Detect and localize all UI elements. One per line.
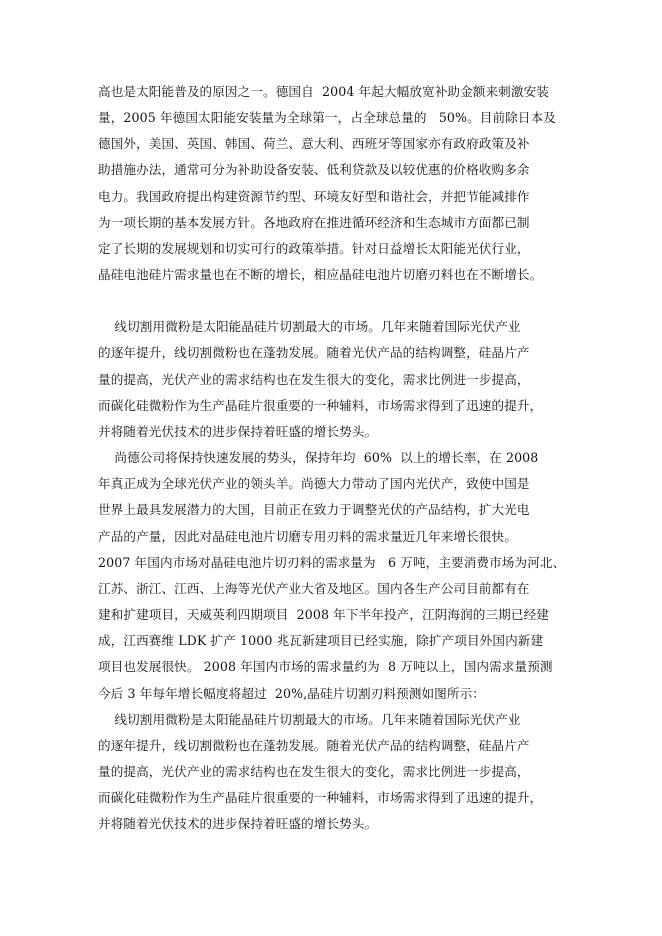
text-line: 助措施办法，通常可分为补助设备安装、低利贷款及以较优惠的价格收购多余 (98, 162, 530, 177)
text-line: 量的提高，光伏产业的需求结构也在发生很大的变化，需求比例进一步提高， (98, 764, 530, 779)
text-line: 电力。我国政府提出构建资源节约型、环境友好型和谐社会，并把节能减排作 (98, 189, 530, 204)
text-line: 线切割用微粉是太阳能晶硅片切割最大的市场。几年来随着国际光伏产业 (98, 712, 521, 727)
text-line: 并将随着光伏技术的进步保持着旺盛的增长势头。 (98, 816, 378, 831)
text-line: 并将随着光伏技术的进步保持着旺盛的增长势头。 (98, 424, 378, 439)
text-line: 项目也发展很快。 2008 年国内市场的需求量约为 8 万吨以上，国内需求量预测 (98, 659, 553, 674)
text-line: 高也是太阳能普及的原因之一。德国自 2004 年起大幅放宽补助金额来刺激安装 (98, 84, 549, 99)
text-line: 的逐年提升，线切割微粉也在蓬勃发展。随着光伏产品的结构调整，硅晶片产 (98, 345, 530, 360)
text-line: 成，江西赛维 LDK 扩产 1000 兆瓦新建项目已经实施，除扩产项目外国内新建 (98, 633, 544, 648)
text-line: 而碳化硅微粉作为生产晶硅片很重要的一种辅料，市场需求得到了迅速的提升， (98, 790, 543, 805)
text-line: 建和扩建项目，天威英利四期项目 2008 年下半年投产，江阴海润的三期已经建 (98, 607, 549, 622)
text-line: 为一项长期的基本发展方针。各地政府在推进循环经济和生态城市方面都已制 (98, 215, 530, 230)
text-line: 2007 年国内市场对晶硅电池片切刃料的需求量为 6 万吨，主要消费市场为河北、 (98, 555, 566, 570)
text-line: 世界上最具发展潜力的大国，目前正在致力于调整光伏的产品结构，扩大光电 (98, 502, 530, 517)
text-line: 定了长期的发展规划和切实可行的政策举措。针对日益增长太阳能光伏行业， (98, 241, 530, 256)
text-line: 江苏、浙江、江西、上海等光伏产业大省及地区。国内各生产公司目前都有在 (98, 581, 530, 596)
text-line: 量，2005 年德国太阳能安装量为全球第一，占全球总量的 50%。目前除日本及 (98, 110, 556, 125)
text-line: 德国外，美国、英国、韩国、荷兰、意大利、西班牙等国家亦有政府政策及补 (98, 136, 530, 151)
text-line: 晶硅电池硅片需求量也在不断的增长，相应晶硅电池片切磨刃料也在不断增长。 (98, 267, 543, 282)
text-line: 尚德公司将保持快速发展的势头，保持年均 60% 以上的增长率，在 2008 (98, 450, 539, 465)
text-line: 量的提高，光伏产业的需求结构也在发生很大的变化，需求比例进一步提高， (98, 372, 530, 387)
text-line: 的逐年提升，线切割微粉也在蓬勃发展。随着光伏产品的结构调整，硅晶片产 (98, 738, 530, 753)
text-line: 线切割用微粉是太阳能晶硅片切割最大的市场。几年来随着国际光伏产业 (98, 319, 521, 334)
text-line: 年真正成为全球光伏产业的领头羊。尚德大力带动了国内光伏产，致使中国是 (98, 476, 530, 491)
text-line: 而碳化硅微粉作为生产晶硅片很重要的一种辅料，市场需求得到了迅速的提升， (98, 398, 543, 413)
text-line: 今后 3 年每年增长幅度将超过 20%,晶硅片切割刃料预测如图所示： (98, 686, 485, 701)
text-line: 产品的产量，因此对晶硅电池片切磨专用刃料的需求量近几年来增长很快。 (98, 529, 517, 544)
